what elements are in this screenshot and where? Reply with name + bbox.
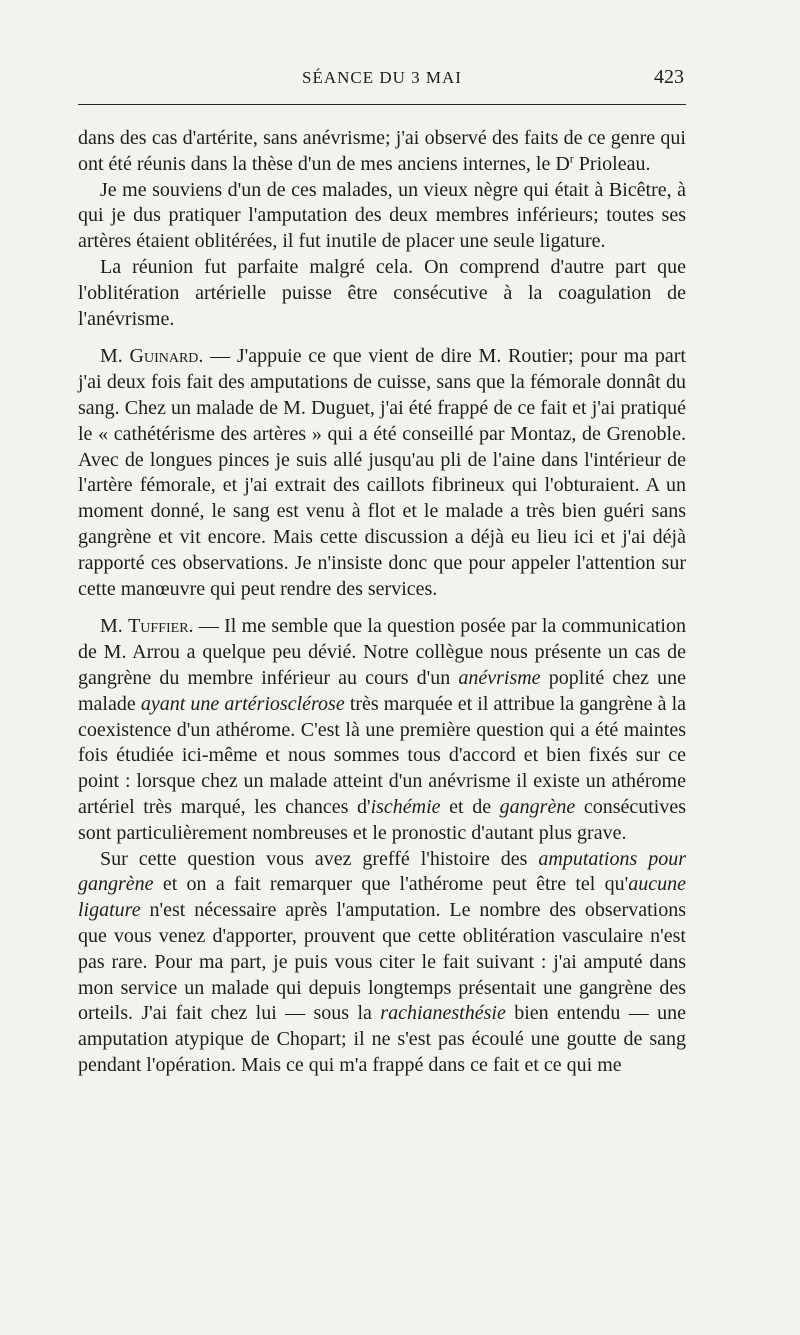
paragraph-2: Je me souviens d'un de ces malades, un vieux nègre qui était à Bicêtre, à qui je dus pratiquer l'amputation des deux membres inférieurs; toutes ses artères étaient oblitérées, il fut inutile de placer une seule ligature. [78,178,686,253]
paragraph-text: bien entendu — une amputation atypique de Chopart; il ne s'est pas écoulé une goutte de sang pendant l'opération. Mais ce qui m'a frappé dans ce fait et ce qui me [78,1002,686,1076]
italic-term: amputations pour gangrène [78,847,686,896]
paragraph-text: consécutives sont particulièrement nombreuses et le pronostic d'autant plus grave. [78,795,687,844]
paragraph-text: Prioleau. [573,152,651,175]
italic-term: gangrène [499,795,576,818]
paragraph-text: poplité chez une malade [78,666,686,715]
paragraph-tuffier [78,614,686,846]
paragraph-3: La réunion fut parfaite malgré cela. On comprend d'autre part que l'oblitération artérielle puisse être consécutive à la coagulation de l'anévrisme. [78,255,686,330]
speaker-name: Tuffier [128,615,189,638]
italic-term: ischémie [370,795,441,818]
superscript: r [569,151,574,166]
paragraph-1 [78,126,686,178]
paragraph-text: et de [440,795,500,818]
paragraph-6 [78,847,686,1079]
paragraph-text: . — J'appuie ce que vient de dire M. Routier; pour ma part j'ai deux fois fait des amputations de cuisse, sans que la fémorale donnât du sang. Chez un malade de M. Duguet, j'ai été frappé de ce fait et j'ai pratiqué le « cathétérisme des artères » qui a été conseillé par Montaz, de Grenoble. Avec de longues pinces je suis allé jusqu'au pli de l'aine dans l'intérieur de l'artère fémorale, et j'ai extrait des caillots fibrineux qui l'obturaient. A un moment donné, le sang est venu à flot et le malade a très bien guéri sans gangrène et vit encore. Mais cette discussion a déjà eu lieu ici et j'ai déjà rapporté ces observations. Je n'insiste donc que pour appeler l'attention sur cette manœuvre qui peut rendre des services. [78,345,686,600]
page-number: 423 [654,66,684,88]
speaker-prefix: M. [100,345,130,368]
paragraph-text: n'est nécessaire après l'amputation. Le nombre des observations que vous venez d'apporter, prouvent que cette oblitération vasculaire n'est pas rare. Pour ma part, je puis vous citer le fait suivant : j'ai amputé dans mon service un malade qui depuis longtemps présentait une gangrène des orteils. J'ai fait chez lui — sous la [78,899,686,1025]
header-rule [78,104,686,105]
paragraph-text: dans des cas d'artérite, sans anévrisme; j'ai observé des faits de ce genre qui ont été réunis dans la thèse d'un de mes anciens internes, le D [78,127,686,175]
paragraph-guinard [78,344,686,602]
italic-term: ayant une artériosclérose [140,692,345,715]
body-text [78,126,686,1079]
speaker-name: Guinard [129,345,199,368]
paragraph-text: et on a fait remarquer que l'athérome peut être tel qu' [153,873,629,896]
paragraph-text: . — Il me semble que la question posée par la communication de M. Arrou a quelque peu dévié. Notre collègue nous présente un cas de gangrène du membre inférieur au cours d'un [78,615,686,689]
italic-term: rachianesthésie [380,1002,506,1025]
speaker-prefix: M. [100,615,129,638]
italic-term: aucune ligature [78,873,686,922]
paragraph-text: très marquée et il attribue la gangrène à la coexistence d'un athérome. C'est là une première question qui a été maintes fois étudiée ici-même et nous sommes tous d'accord et bien fixés sur ce point : lorsque chez un malade atteint d'un anévrisme il existe un athérome artériel très marqué, les chances d' [78,692,686,818]
paragraph-text: Sur cette question vous avez greffé l'histoire des [100,847,539,870]
italic-term: anévrisme [458,666,541,689]
running-head: SÉANCE DU 3 MAI [302,68,462,87]
page-header [78,64,686,94]
